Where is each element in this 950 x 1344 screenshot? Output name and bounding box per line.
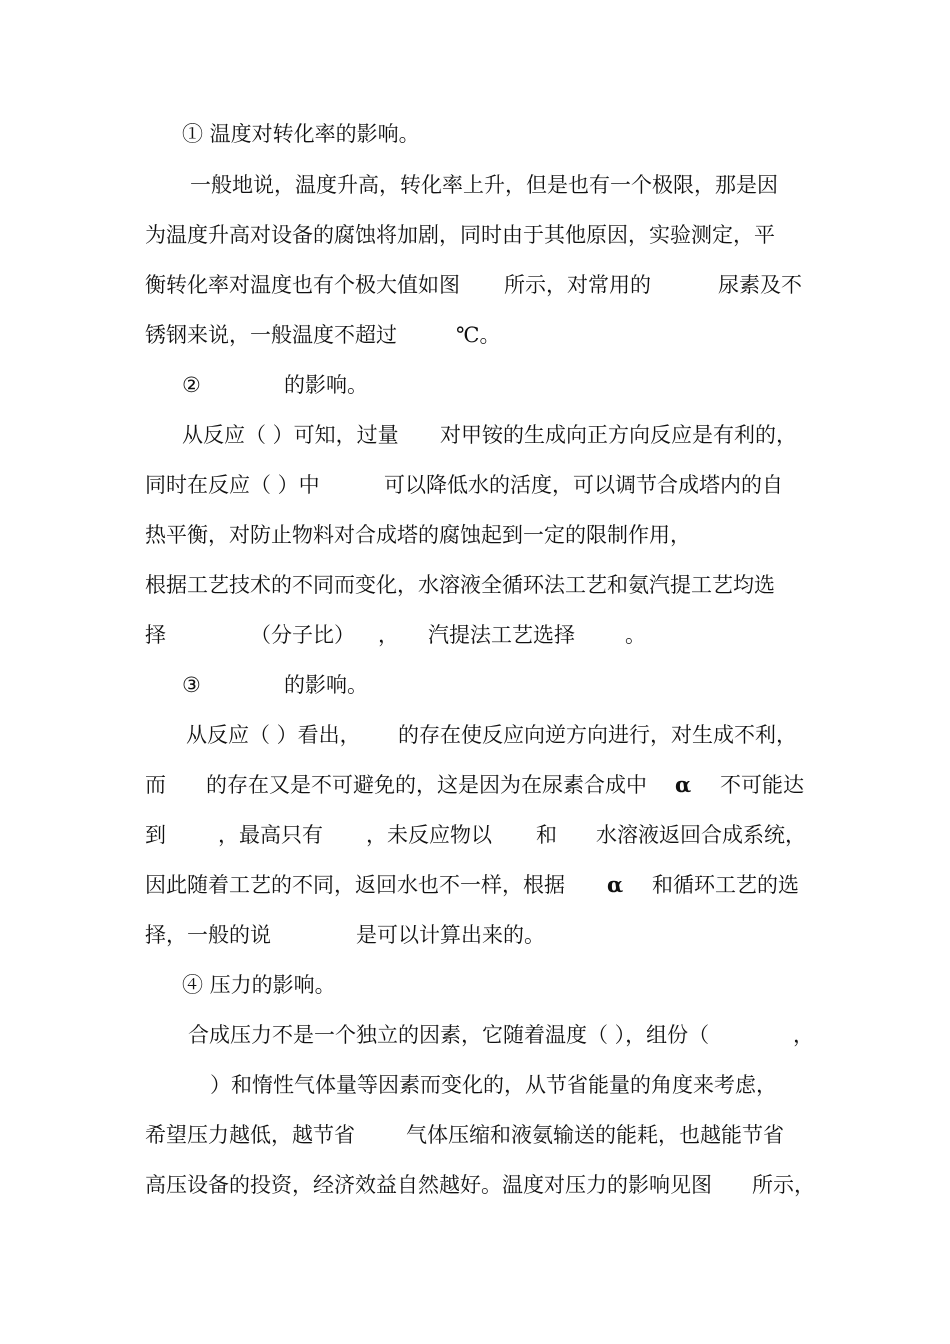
text-segment: 同时在反应（ ）中 [145,473,320,497]
text-segment: 和循环工艺的选 [652,873,799,897]
text-segment: 衡转化率对温度也有个极大值如图 [145,273,460,297]
text-segment: 不可能达 [720,773,804,797]
text-segment: 。 [625,623,646,647]
paragraph-line [0,518,691,552]
paragraph-line [0,818,806,852]
heading-water [0,668,368,702]
paragraph-line [0,418,797,452]
text-segment: 因此随着工艺的不同，返回水也不一样，根据 [145,873,565,897]
paragraph-line [0,718,797,752]
text-segment: ，最高只有 [218,823,323,847]
text-segment: 汽提法工艺选择 [428,623,575,647]
alpha-symbol: α [675,772,692,797]
heading-ratio [0,368,368,402]
text-segment: ， [378,623,399,647]
heading-temperature [0,117,420,151]
paragraph-line [0,218,775,252]
text-segment: 的存在又是不可避免的，这是因为在尿素合成中 [206,773,647,797]
text-segment: 的存在使反应向逆方向进行，对生成不利， [398,723,797,747]
paragraph-line [0,918,545,952]
paragraph-line [0,1068,777,1102]
text-segment: 所示，对常用的 [504,273,651,297]
heading-pressure [0,968,336,1002]
alpha-symbol: α [607,872,624,897]
paragraph-line [0,168,778,202]
paragraph-line [0,318,501,352]
text-segment: 为温度升高对设备的腐蚀将加剧，同时由于其他原因，实验测定，平 [145,223,775,247]
paragraph-line [0,468,783,502]
text-segment: 择，一般的说 [145,923,271,947]
text-segment: 气体压缩和液氨输送的能耗，也越能节省 [406,1123,784,1147]
text-segment: 高压设备的投资，经济效益自然越好。温度对压力的影响见图 [145,1173,712,1197]
text-segment: 和 [536,823,557,847]
paragraph-line [0,768,804,802]
text-segment: ① 温度对转化率的影响。 [182,122,420,146]
text-segment: ④ 压力的影响。 [182,973,336,997]
text-segment: （分子比） [250,623,355,647]
text-segment: 从反应（ ）可知，过量 [182,423,399,447]
paragraph-line [0,1018,814,1052]
text-segment: ，未反应物以 [366,823,492,847]
text-segment: 对甲铵的生成向正方向反应是有利的， [440,423,797,447]
paragraph-line [0,568,775,602]
text-segment: ℃。 [456,323,501,347]
paragraph-line [0,268,802,302]
text-segment: ）和惰性气体量等因素而变化的，从节省能量的角度来考虑， [210,1073,777,1097]
paragraph-line [0,1118,784,1152]
text-segment: 合成压力不是一个独立的因素，它随着温度（ ），组份（ [188,1023,710,1047]
text-segment: 锈钢来说，一般温度不超过 [145,323,397,347]
text-segment: 的影响。 [284,673,368,697]
text-segment: 希望压力越低，越节省 [145,1123,355,1147]
text-segment: 水溶液返回合成系统， [596,823,806,847]
text-segment: ③ [182,673,201,697]
text-segment: ， [793,1023,814,1047]
text-segment: 择 [145,623,166,647]
text-segment: 热平衡，对防止物料对合成塔的腐蚀起到一定的限制作用， [145,523,691,547]
text-segment: 一般地说，温度升高，转化率上升，但是也有一个极限，那是因 [190,173,778,197]
text-segment: 是可以计算出来的。 [356,923,545,947]
text-segment: 所示， [752,1173,815,1197]
text-segment: ② [182,373,201,397]
text-segment: 从反应（ ）看出， [186,723,361,747]
paragraph-line [0,618,646,652]
text-segment: 尿素及不 [718,273,802,297]
text-segment: 根据工艺技术的不同而变化，水溶液全循环法工艺和氨汽提工艺均选 [145,573,775,597]
paragraph-line [0,1168,815,1202]
text-segment: 而 [145,773,166,797]
text-segment: 的影响。 [284,373,368,397]
paragraph-line [0,868,799,902]
text-segment: 到 [145,823,166,847]
text-segment: 可以降低水的活度，可以调节合成塔内的自 [384,473,783,497]
